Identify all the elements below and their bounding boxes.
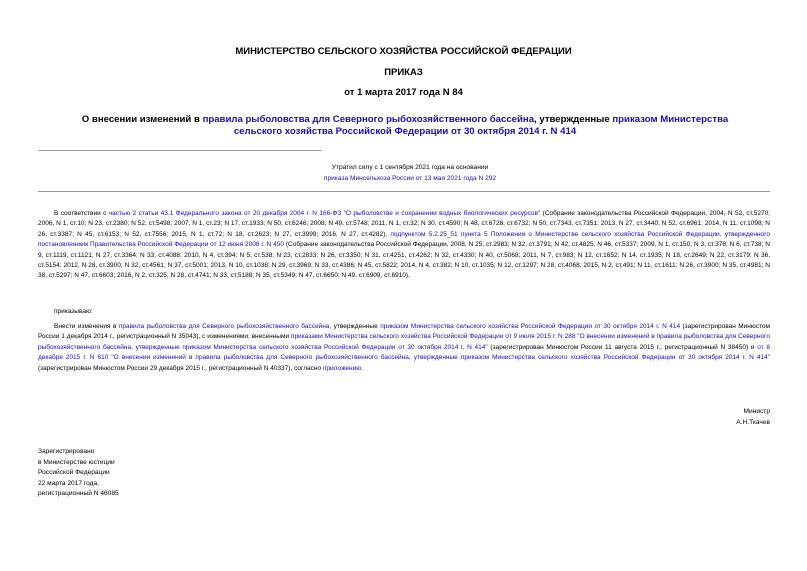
- registration-line: Российской Федерации: [38, 469, 110, 476]
- registration-line: Зарегистрировано: [38, 448, 95, 455]
- preamble-text-2: (Собрание законодательства Российской Федерации, 2004, N 52, ст.5270; 2006, N 1, ст.10; N 23, ст.2380; N 52, ст.5498; 2007, N 1, ст.23; N 17, ст.1933; N 50, ст.6246; 2008, N 49, ст.5748; 2011, N 1, ст.32; N 30, ст.4590; N 48, ст.6728, ст.6732; N 50, ст.7343, ст.7351; 2013, N 27, ст.3440; N 52, ст.6961; 2014, N 11, ст.1098; N 26, ст.3387; N 45, ст.6153; N 52, ст.7556; 2015, N 1, ст.72; N 18, ст.2623; N 27, ст.3999; 2016, N 27, ст.4282),: [38, 210, 771, 238]
- body-text-6: .: [361, 364, 363, 372]
- body-text-4: (зарегистрирован Минюстом России 11 августа 2015 г., регистрационный N 38450) и: [487, 343, 758, 351]
- signature-position: Министр: [743, 408, 770, 415]
- document-title: [60, 114, 750, 138]
- title-text-1: О внесении изменений в: [81, 114, 203, 125]
- body-link-appendix[interactable]: приложению: [322, 364, 362, 372]
- preamble-text-3: (Собрание законодательства Российской Федерации, 2008, N 25, ст.2983; N 32, ст.3791; N 42, ст.4825; N 46, ст.5337; 2009, N 1, ст.150; N 3, ст.378; N 6, ст.738; N 9, ст.1119, ст.1121; N 27, ст.3364; N 33, ст.4088; 2010, N 4, ст.394; N 5, ст.538; N 23, ст.2833; N 26, ст.3350; N 31, ст.4251, ст.4262; N 32, ст.4330; N 40, ст.5068; 2011, N 7, ст.983; N 12, ст.1652; N 14, ст.1935; N 18, ст.2649; N 22, ст.3179; N 36, ст.5154; 2012, N 28, ст.3900; N 32, ст.4561; N 37, ст.5001; 2013, N 10, ст.1038; N 29, ст.3969; N 33, ст.4386; N 45, ст.5822; 2014, N 4, ст.382; N 10, ст.1035; N 12, ст.1297; N 28, ст.4068; 2015, N 2, ст.491; N 11, ст.1611; N 26, ст.3900; N 35, ст.4981; N 38, ст.5297; N 47, ст.6603; 2016, N 2, ст.325; N 28, ст.4741; N 33, ст.5188; N 35, ст.5349; N 47, ст.6650; N 49, ст.6909, ст.6910),: [38, 241, 770, 280]
- preamble-text-1: В соответствии с: [54, 210, 109, 217]
- body-paragraph: [38, 322, 770, 374]
- body-text-5: (зарегистрирован Минюстом России 29 декабря 2015 г., регистрационный N 40337), согласно: [38, 364, 323, 372]
- preamble-link-law[interactable]: частью 2 статьи 43.1 Федерального закона от 20 декабря 2004 г. N 166-ФЗ "О рыболовстве и сохранении водных биологических ресурсов": [108, 210, 541, 217]
- divider-short: [38, 150, 322, 151]
- body-link-order-414[interactable]: приказом Министерства сельского хозяйства Российской Федерации от 30 октября 2014 г. N 414: [380, 323, 681, 330]
- signature-name: А.Н.Ткачев: [736, 418, 770, 426]
- body-link-order-288[interactable]: приказами Министерства сельского хозяйства Российской Федерации от 9 июля 2015 г. N 288 "О внесении изменений в правила рыболовства для Северного рыбохозяйственного бассейна, утвержденные приказом Министерства сельского хозяйства Российской Федерации от 30 октября 2014 г. N 414": [38, 333, 770, 351]
- title-text-2: , утвержденные: [534, 114, 613, 125]
- registration-line: 22 марта 2017 года,: [38, 479, 99, 487]
- body-text-3: (зарегистрирован Минюстом России 1 декабря 2014 г., регистрационный N 35043), с изменениями, внесенными: [38, 323, 770, 341]
- registration-line: в Министерстве юстиции: [38, 458, 115, 466]
- title-link-rules[interactable]: правила рыболовства для Северного рыбохозяйственного бассейна: [202, 114, 535, 125]
- status-line: Утратил силу с 1 сентября 2021 года на основании: [331, 164, 489, 171]
- registration-line: регистрационный N 46085: [38, 490, 119, 497]
- registration-block: [38, 447, 238, 500]
- divider-full: [38, 191, 770, 192]
- preamble-paragraph: [38, 209, 770, 282]
- signature-block: [700, 407, 770, 428]
- preamble-link-regulation[interactable]: подпунктом 5.2.25_51 пункта 5 Положения о Министерстве сельского хозяйства Российской Федерации, утвержденного постановлением Правительства Российской Федерации от 12 июня 2008 г. N 450: [38, 230, 771, 249]
- order-word: приказываю:: [54, 308, 93, 315]
- title-link-order-414[interactable]: приказом Министерства сельского хозяйства Российской Федерации от 30 октября 2014 г. N 414: [233, 114, 729, 137]
- date-number-heading: от 1 марта 2017 года N 84: [344, 87, 463, 98]
- body-link-order-610[interactable]: от 8 декабря 2015 г. N 610 "О внесении изменений в правила рыболовства для Северного рыбохозяйственного бассейна, утвержденные приказом Министерства сельского хозяйства Российской Федерации от 30 октября 2014 г. N 414": [38, 343, 770, 362]
- status-note: [220, 162, 600, 184]
- status-link[interactable]: приказа Минсельхоза России от 13 мая 2021 года N 292: [323, 175, 497, 182]
- body-link-rules[interactable]: правила рыболовства для Северного рыбохозяйственного бассейна: [118, 323, 330, 330]
- ministry-heading: МИНИСТЕРСТВО СЕЛЬСКОГО ХОЗЯЙСТВА РОССИЙСКОЙ ФЕДЕРАЦИИ: [235, 46, 572, 57]
- doc-type-heading: ПРИКАЗ: [384, 67, 423, 78]
- body-text-2: , утвержденные: [329, 323, 381, 330]
- body-text-1: Внести изменения в: [54, 323, 119, 330]
